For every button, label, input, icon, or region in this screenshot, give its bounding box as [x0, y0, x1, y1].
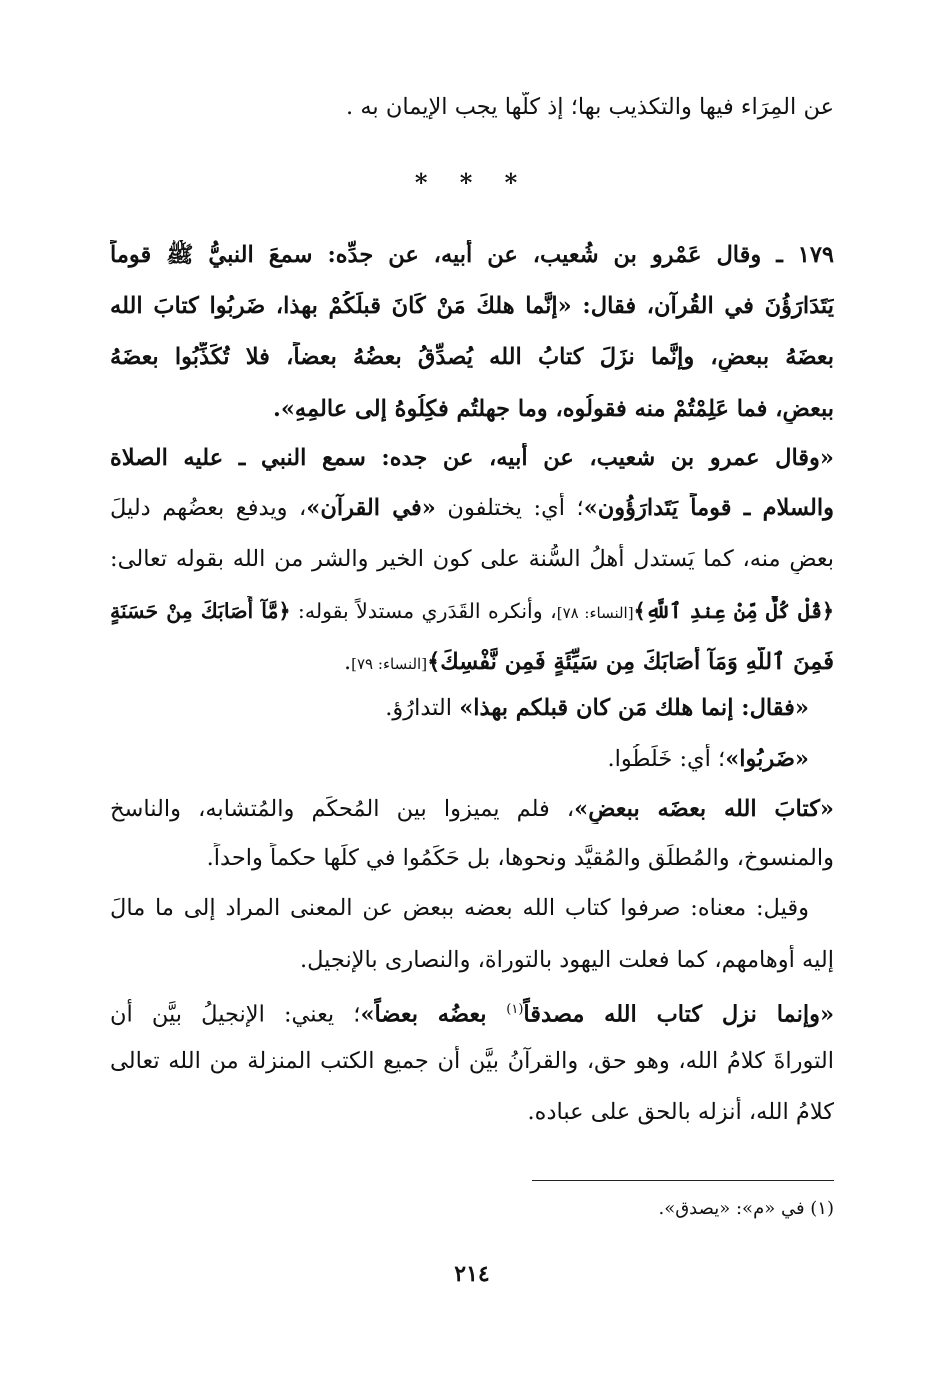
- commentary-line: [110, 843, 834, 873]
- bold-text-run: «وإنما نزل كتاب الله مصدقاً: [523, 1001, 834, 1028]
- bold-text-run: ﴿مَّآ أَصَابَكَ مِنْ حَسَنَةٍ: [110, 599, 291, 623]
- text-run: [النساء: ٧٨]: [556, 604, 634, 622]
- commentary-line: [110, 995, 834, 1030]
- bold-text-run: ١٧٩ ـ وقال عَمْرو بن شُعيب، عن أبيه، عن جدِّه: سمعَ النبيُّ ﷺ قوماً: [110, 242, 834, 268]
- text-run: والمنسوخ، والمُطلَق والمُقيَّد ونحوها، بل حَكَمُوا في كلِّها حكماً واحداً.: [206, 845, 834, 871]
- text-run: ؛ أي: خَلَطُوا.: [607, 746, 726, 772]
- bold-text-run: «فقال: إنما هلك مَن كان قبلكم بهذا»: [459, 695, 809, 721]
- commentary-line: [110, 744, 809, 774]
- hadith-line: [110, 240, 834, 270]
- section-separator: * * *: [414, 168, 530, 197]
- hadith-line: [110, 291, 834, 321]
- commentary-line: [110, 1097, 834, 1127]
- bold-text-run: بعضَهُ ببعضٍ، وإنَّما نزَلَ كتابُ الله يُصدِّقُ بعضُهُ بعضاً، فلا تُكَذِّبُوا بعضَهُ: [110, 344, 834, 370]
- hadith-line: [110, 342, 834, 372]
- text-run: [النساء: ٧٩]: [351, 655, 428, 673]
- quran-verse-line: [110, 647, 834, 679]
- text-run: كلامُ الله، أنزله بالحق على عباده.: [527, 1099, 834, 1125]
- quran-verse-line: [110, 596, 834, 628]
- footnote: (١) في «م»: «يصدق».: [658, 1198, 834, 1219]
- commentary-line: [110, 794, 834, 824]
- page-number: ٢١٤: [454, 1261, 490, 1287]
- text-run: .: [343, 649, 352, 675]
- commentary-line: [110, 443, 834, 473]
- text-run: عن المِرَاء فيها والتكذيب بها؛ إذ كلُّها يجب الإيمان به .: [346, 94, 834, 120]
- bold-text-run: ﴿قُلْ كُلٌّ مِّنْ عِندِ ٱللَّهِ﴾: [633, 599, 834, 623]
- text-run: ؛ يعني: الإنجيلُ بيَّن أن: [110, 1001, 361, 1028]
- text-run: ؛ أي: يختلفون: [435, 495, 584, 521]
- bold-text-run: والسلام ـ قوماً يَتَدارَؤُون»: [583, 495, 834, 521]
- text-run: وقيل: معناه: صرفوا كتاب الله بعضه ببعض عن المعنى المراد إلى ما مالَ: [110, 895, 809, 921]
- text-run: ، ويدفع بعضُهم دليلَ: [110, 495, 307, 521]
- commentary-line: [110, 893, 809, 923]
- text-line: [110, 92, 834, 122]
- bold-text-run: يَتَدَارَؤُنَ في القُرآن، فقال: «إنَّما هلكَ مَنْ كَانَ قبلَكُمْ بهذا، ضَربُوا كتابَ الله: [110, 293, 834, 319]
- bold-text-run: «في القرآن»: [306, 495, 436, 521]
- bold-text-run: فَمِنَ ٱللَّهِ وَمَآ أَصَابَكَ مِن سَيِّئَةٍ فَمِن نَّفْسِكَ﴾: [427, 649, 834, 675]
- text-run: ، فلم يميزوا بين المُحكَم والمُتشابه، والناسخ: [110, 796, 575, 822]
- commentary-line: [110, 1046, 834, 1076]
- bold-text-run: «ضَربُوا»: [725, 746, 809, 772]
- text-run: التدارُؤ.: [385, 695, 460, 721]
- commentary-line: [110, 493, 834, 523]
- bold-text-run: ببعضٍ، فما عَلِمْتُمْ منه فقولُوه، وما جهلتُم فكِلُوهُ إلى عالمِهِ».: [273, 396, 834, 422]
- bold-text-run: «كتابَ الله بعضَه ببعضٍ»: [574, 796, 834, 822]
- hadith-line: [110, 394, 834, 424]
- bold-text-run: «وقال عمرو بن شعيب، عن أبيه، عن جده: سمع النبي ـ عليه الصلاة: [110, 445, 834, 471]
- footnote-divider: [532, 1180, 834, 1181]
- text-run: ، وأنكره القَدَري مستدلاً بقوله:: [290, 599, 557, 623]
- commentary-line: [110, 693, 809, 723]
- text-run: بعضٍ منه، كما يَستدل أهلُ السُّنة على كون الخير والشر من الله بقوله تعالى:: [110, 546, 834, 572]
- footnote-marker: (١): [506, 1002, 524, 1017]
- commentary-line: [110, 945, 834, 975]
- text-run: التوراةَ كلامُ الله، وهو حق، والقرآنُ بيَّن أن جميع الكتب المنزلة من الله تعالى: [110, 1048, 834, 1074]
- bold-text-run: بعضُه بعضاً»: [360, 1001, 507, 1028]
- text-run: إليه أوهامهم، كما فعلت اليهود بالتوراة، والنصارى بالإنجيل.: [299, 947, 834, 973]
- commentary-line: [110, 544, 834, 574]
